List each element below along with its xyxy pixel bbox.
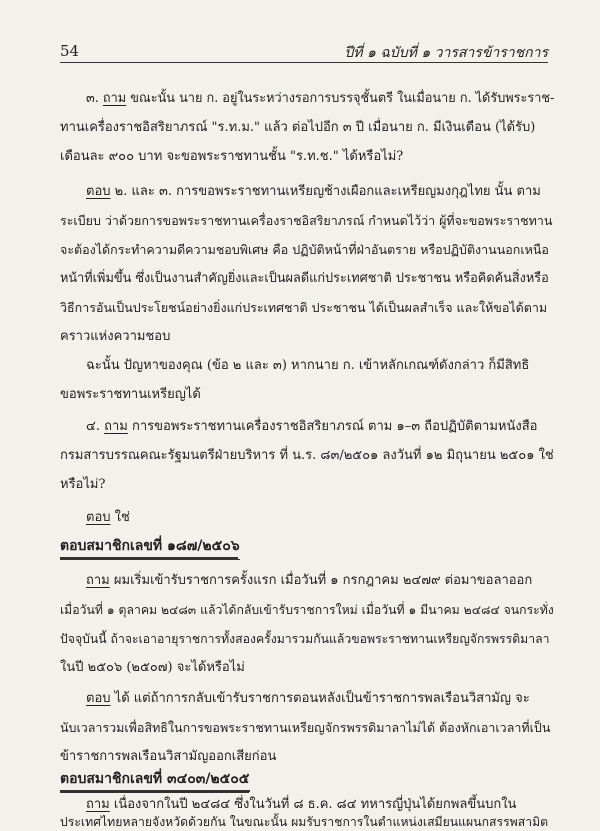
s1-q-line-3: ปัจจุบันนี้ ถ้าจะเอาอายุราชการทั้งสองครั้งมารวมกันแล้วขอพระราชทานเหรียญจักรพรรดิมาลา [60, 632, 550, 646]
s1-q-line-4: ในปี ๒๕๐๖ (๒๕๐๗) จะได้หรือไม่ [60, 660, 245, 675]
a3-keyword: ตอบ [86, 184, 111, 199]
s1-a-line-3: ข้าราชการพลเรือนวิสามัญออกเสียก่อน [60, 749, 277, 764]
s1-a-keyword: ตอบ [86, 691, 111, 706]
section-1-heading: ตอบสมาชิกเลขที่ ๑๘๗/๒๕๐๖ [60, 535, 240, 560]
a3-text-1: ๒. และ ๓. การขอพระราชทานเหรียญช้างเผือกและเหรียญมงกุฎไทย นั้น ตาม [114, 184, 541, 199]
q4-text-1: การขอพระราชทานเครื่องราชอิสริยาภรณ์ ตาม ๑–๓ ถือปฏิบัติตามหนังสือ [132, 419, 538, 434]
a3-line-4: หน้าที่เพิ่มขึ้น ซึ่งเป็นงานสำคัญยิ่งและเป็นผลดีแก่ประเทศชาติ ประชาชน หรือคิดค้นสิ่งหรือ [60, 271, 549, 286]
page-header [60, 40, 548, 63]
a3-line-8: ขอพระราชทานเหรียญได้ [60, 387, 201, 402]
a3-line-7: ฉะนั้น ปัญหาของคุณ (ข้อ ๒ และ ๓) หากนาย ก. เข้าหลักเกณฑ์ดังกล่าว ก็มีสิทธิ [86, 358, 530, 373]
a3-line-5: วิธีการอันเป็นประโยชน์อย่างยิ่งแก่ประเทศชาติ ประชาชน ได้เป็นผลสำเร็จ และให้ขอได้ตาม [60, 300, 548, 315]
page-number: 54 [60, 42, 80, 60]
s1-q-text-1: ผมเริ่มเข้ารับราชการครั้งแรก เมื่อวันที่ ๑ กรกฎาคม ๒๔๗๙ ต่อมาขอลาออก [113, 573, 533, 588]
s1-a-line-2: นับเวลารวมเพื่อสิทธิในการขอพระราชทานเหรียญจักรพรรดิมาลาไม่ได้ ต้องหักเอาเวลาที่เป็น [60, 720, 551, 735]
a3-line-6: คราวแห่งความชอบ [60, 329, 171, 344]
s2-q-keyword: ถาม [86, 797, 110, 812]
s2-q-text-1: เนื่องจากในปี ๒๔๘๔ ซึ่งในวันที่ ๘ ธ.ค. ๘๔ ทหารญี่ปุ่นได้ยกพลขึ้นบกใน [113, 797, 517, 812]
q4-line-3: หรือไม่? [60, 477, 106, 492]
a3-line-2: ระเบียบ ว่าด้วยการขอพระราชทานเครื่องราชอิสริยาภรณ์ กำหนดไว้ว่า ผู้ที่จะขอพระราชทาน [60, 213, 553, 228]
q4-keyword: ถาม [104, 419, 128, 434]
q3-keyword: ถาม [102, 91, 127, 106]
s1-q-line-2: เมื่อวันที่ ๑ ตุลาคม ๒๔๘๓ แล้วได้กลับเข้ารับราชการใหม่ เมื่อวันที่ ๑ มีนาคม ๒๔๘๔ จนกระทั่ง [60, 603, 554, 617]
a4-keyword: ตอบ [86, 510, 111, 525]
q3-line-1 [86, 90, 554, 108]
a3-line-1 [86, 183, 541, 201]
s1-q-line-1 [86, 572, 532, 590]
s2-q-line-2: ประเทศไทยหลายจังหวัดด้วยกัน ในขณะนั้น ผมรับราชการในตำแหน่งเสมียนแผนกสรรพสามิต [60, 815, 549, 829]
q4-line-1 [86, 418, 537, 436]
a4-line [86, 509, 130, 527]
q3-text-1: ขณะนั้น นาย ก. อยู่ในระหว่างรอการบรรจุชั้นตรี ในเมื่อนาย ก. ได้รับพระราช- [130, 91, 555, 106]
section-2-heading: ตอบสมาชิกเลขที่ ๓๔๐๓/๒๕๐๕ [60, 768, 249, 793]
s1-q-keyword: ถาม [86, 573, 110, 588]
running-head: ปีที่ ๑ ฉบับที่ ๑ วารสารข้าราชการ [344, 45, 548, 61]
q3-number: ๓. [86, 91, 99, 106]
s1-a-line-1 [86, 690, 530, 708]
a4-text: ใช่ [114, 510, 130, 525]
q3-line-2: ทานเครื่องราชอิสริยาภรณ์ "ร.ท.ม." แล้ว ต่อไปอีก ๓ ปี เมื่อนาย ก. มีเงินเดือน (ได้รับ) [60, 120, 536, 135]
a3-line-3: จะต้องได้กระทำความดีความชอบพิเศษ คือ ปฏิบัติหน้าที่ฝ่าอันตราย หรือปฏิบัติงานนอกเหนือ [60, 242, 549, 257]
section-1-rule [60, 557, 238, 559]
q4-line-2: กรมสารบรรณคณะรัฐมนตรีฝ่ายบริหาร ที่ น.ร. ๘๓/๒๕๐๑ ลงวันที่ ๑๒ มิถุนายน ๒๕๐๑ ใช่ [60, 448, 554, 463]
q4-number: ๔. [86, 419, 100, 434]
section-2-rule [60, 790, 250, 792]
s1-a-text-1: ได้ แต่ถ้าการกลับเข้ารับราชการตอนหลังเป็นข้าราชการพลเรือนวิสามัญ จะ [114, 691, 530, 706]
q3-line-3: เดือนละ ๙๐๐ บาท จะขอพระราชทานชั้น "ร.ท.ช." ได้หรือไม่? [60, 149, 404, 164]
s2-q-line-1 [86, 796, 516, 814]
